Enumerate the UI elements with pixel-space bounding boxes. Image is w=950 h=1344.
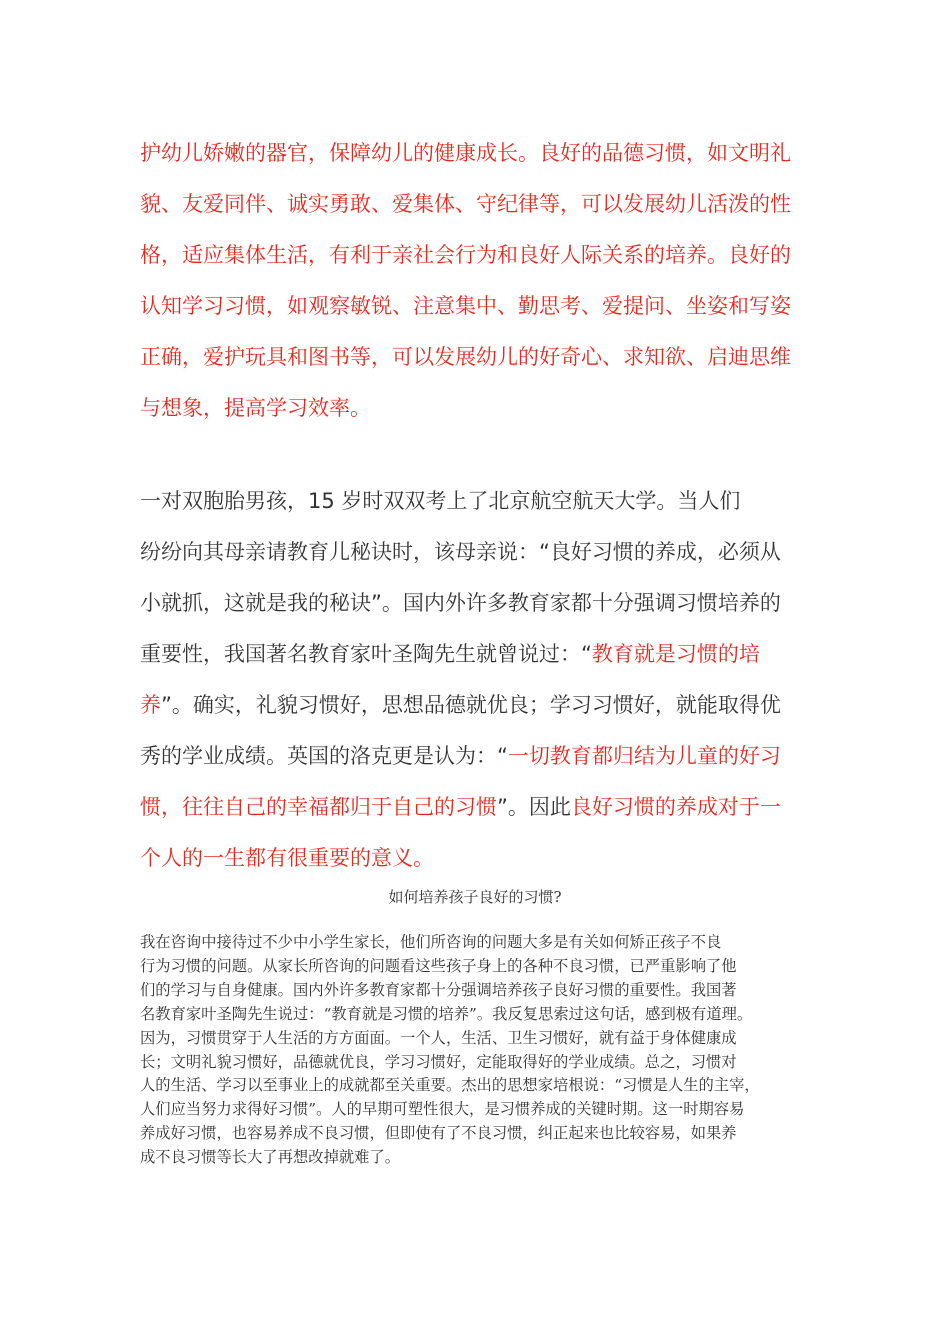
twins-text-3: ”。因此 (497, 795, 571, 819)
red-paragraph: 护幼儿娇嫩的器官，保障幼儿的健康成长。良好的品德习惯，如文明礼 貌、友爱同伴、诚实勇敢、爱集体、守纪律等，可以发展幼儿活泼的性 格，适应集体生活，有利于亲社会行为和良好人际关系的培养。良好的 认知学习习惯，如观察敏锐、注意集中、勤思考、爱提问、坐姿和写姿 正确，爱护玩具和图书等，可以发展幼儿的好奇心、求知欲、启迪思维 与想象，提高学习效率。 (140, 141, 791, 420)
locke-quote: 一切教育都归结为儿童的好习 惯，往往自己的幸福都归于自己的习惯 (140, 744, 781, 819)
ye-shengtao-quote: 教育就是习惯的培 养 (140, 642, 760, 717)
conclusion-text: 良好习惯的养成对于一 个人的一生都有很重要的意义。 (140, 795, 781, 870)
consultation-paragraph: 我在咨询中接待过不少中小学生家长，他们所咨询的问题大多是有关如何矫正孩子不良 行为习惯的问题。从家长所咨询的问题看这些孩子身上的各种不良习惯，已严重影响了他 们的学习与自身健康。国内外许多教育家都十分强调培养孩子良好习惯的重要性。我国著 名教育家叶圣陶先生说过：“教育就是习惯的培养”。我反复思索过这句话，感到极有道理。 因为，习惯贯穿于人生活的方方面面。一个人，生活、卫生习惯好，就有益于身体健康成 长；文明礼貌习惯好，品德就优良，学习习惯好，定能取得好的学业成绩。总之，习惯对 人的生活、学习以至事业上的成就都至关重要。杰出的思想家培根说：“习惯是人生的主宰， 人们应当努力求得好习惯”。人的早期可塑性很大，是习惯养成的关键时期。这一时期容易 养成好习惯，也容易养成不良习惯，但即使有了不良习惯，纠正起来也比较容易，如果养 成不良习惯等长大了再想改掉就难了。 (140, 933, 760, 1167)
twins-paragraph (140, 476, 812, 884)
twins-text-2: ”。确实，礼貌习惯好，思想品德就优良；学习习惯好，就能取得优 秀的学业成绩。英国的洛克更是认为：“ (140, 693, 781, 768)
twins-text-1: 一对双胞胎男孩，15 岁时双双考上了北京航空航天大学。当人们 纷纷向其母亲请教育儿秘诀时，该母亲说：“良好习惯的养成，必须从 小就抓，这就是我的秘诀”。国内外许多教育家都十分强调习惯培养的 重要性，我国著名教育家叶圣陶先生就曾说过：“ (140, 489, 781, 666)
section-heading: 如何培养孩子良好的习惯? (388, 888, 562, 906)
